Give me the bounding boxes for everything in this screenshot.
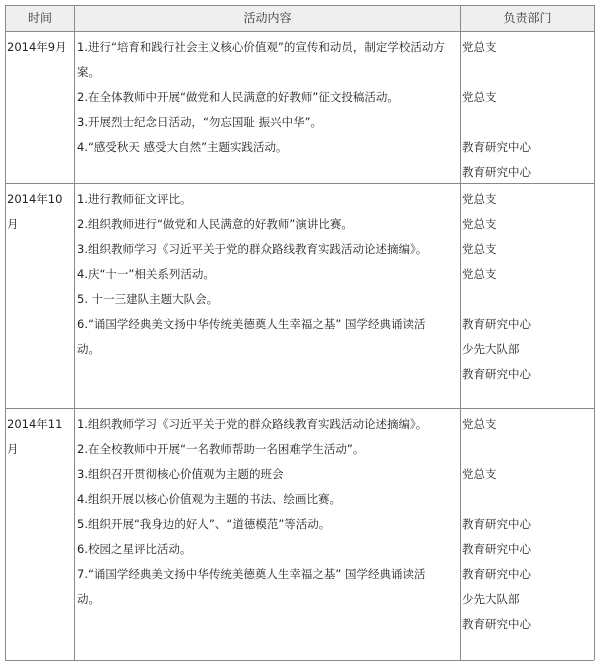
- activity-line: 动。: [77, 342, 100, 356]
- department: 党总支: [462, 217, 497, 231]
- department: 党总支: [462, 267, 497, 281]
- activity-line: 1.进行教师征文评比。: [77, 192, 192, 206]
- activity-line: 5. 十一三建队主题大队会。: [77, 292, 219, 306]
- activity-line: 6.校园之星评比活动。: [77, 542, 192, 556]
- department: 教育研究中心: [462, 317, 531, 331]
- activity-line: 6.“诵国学经典美文扬中华传统美德奠人生幸福之基” 国学经典诵读活: [77, 317, 426, 331]
- activity-line: 3.开展烈士纪念日活动，“勿忘国耻 振兴中华”。: [77, 115, 323, 129]
- department: 党总支: [462, 192, 497, 206]
- activity-line: 动。: [77, 592, 100, 606]
- activity-line: 7.“诵国学经典美文扬中华传统美德奠人生幸福之基” 国学经典诵读活: [77, 567, 426, 581]
- table-border-left: [5, 5, 6, 660]
- header-time: 时间: [27, 11, 52, 25]
- row-divider: [5, 408, 594, 409]
- department: 少先大队部: [462, 592, 520, 606]
- department: 教育研究中心: [462, 367, 531, 381]
- department: 教育研究中心: [462, 567, 531, 581]
- activity-line: 1.进行“培育和践行社会主义核心价值观”的宣传和动员，制定学校活动方: [77, 40, 445, 54]
- department: 党总支: [462, 417, 497, 431]
- department: 少先大队部: [462, 342, 520, 356]
- header-content: 活动内容: [243, 11, 292, 25]
- table-border-bottom: [5, 660, 594, 661]
- column-divider: [74, 5, 75, 660]
- department: 教育研究中心: [462, 617, 531, 631]
- activity-line: 4.组织开展以核心价值观为主题的书法、绘画比赛。: [77, 492, 341, 506]
- department: 教育研究中心: [462, 165, 531, 179]
- department: 党总支: [462, 242, 497, 256]
- column-divider: [460, 5, 461, 660]
- activity-line: 3.组织召开贯彻核心价值观为主题的班会: [77, 467, 284, 481]
- row-time: 月: [7, 217, 19, 231]
- department: 党总支: [462, 467, 497, 481]
- row-time: 月: [7, 442, 19, 456]
- department: 党总支: [462, 90, 497, 104]
- activity-line: 案。: [77, 65, 100, 79]
- activity-line: 2.在全校教师中开展“一名教师帮助一名困难学生活动”。: [77, 442, 365, 456]
- row-time: 2014年11: [7, 417, 63, 431]
- activity-line: 2.组织教师进行“做党和人民满意的好教师”演讲比赛。: [77, 217, 353, 231]
- row-time: 2014年10: [7, 192, 63, 206]
- activity-line: 4.庆“十一”相关系列活动。: [77, 267, 215, 281]
- header-divider: [5, 31, 594, 32]
- activity-line: 3.组织教师学习《习近平关于党的群众路线教育实践活动论述摘编》。: [77, 242, 428, 256]
- activity-line: 5.组织开展“我身边的好人”、“道德模范”等活动。: [77, 517, 331, 531]
- department: 教育研究中心: [462, 517, 531, 531]
- activity-line: 1.组织教师学习《习近平关于党的群众路线教育实践活动论述摘编》。: [77, 417, 428, 431]
- department: 教育研究中心: [462, 140, 531, 154]
- activity-line: 4.“感受秋天 感受大自然”主题实践活动。: [77, 140, 288, 154]
- activity-line: 2.在全体教师中开展“做党和人民满意的好教师”征文投稿活动。: [77, 90, 399, 104]
- table-border-right: [594, 5, 595, 660]
- department: 教育研究中心: [462, 542, 531, 556]
- department: 党总支: [462, 40, 497, 54]
- row-time: 2014年9月: [7, 40, 67, 54]
- header-dept: 负责部门: [503, 11, 552, 25]
